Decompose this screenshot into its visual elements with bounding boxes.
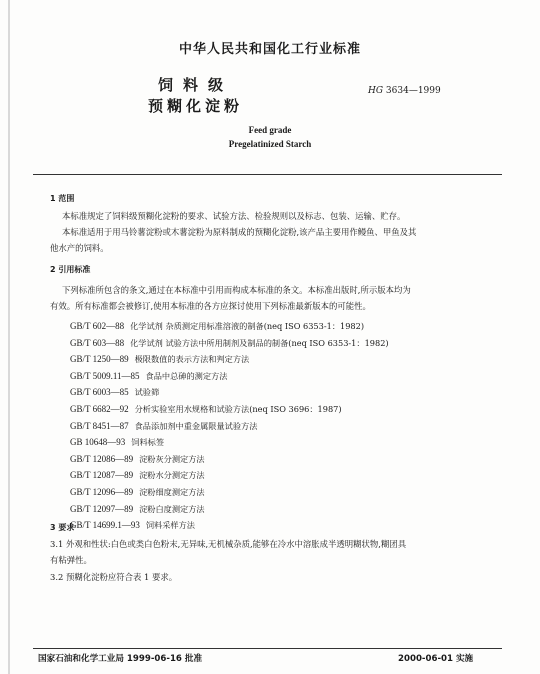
list-item: GB/T 14699.1—93 饲料采样方法	[70, 520, 195, 531]
section-2-paragraph-line-1: 下列标准所包含的条文,通过在本标准中引用而构成本标准的条文。本标准出版时,所示版本均为	[62, 285, 411, 295]
standard-code: 3634—1999	[385, 86, 441, 96]
section-3-item-1-line-1: 3.1 外观和性状:白色或类白色粉末,无异味,无机械杂质,能够在冷水中溶胀成半透明糊状物,糊团具	[50, 539, 407, 549]
title-chinese-line2: 预糊化淀粉	[148, 97, 244, 115]
list-item: GB 10648—93 饲料标签	[70, 437, 165, 448]
section-1-paragraph-1: 本标准规定了饲料级预糊化淀粉的要求、试验方法、检验规则以及标志、包装、运输、贮存。	[62, 211, 406, 221]
section-3-item-2: 3.2 预糊化淀粉应符合表 1 要求。	[50, 572, 178, 582]
section-1-paragraph-2-line-1: 本标准适用于用马铃薯淀粉或木薯淀粉为原料制成的预糊化淀粉,该产品主要用作鳗鱼、甲鱼及其	[62, 227, 417, 237]
section-2-heading: 2 引用标准	[50, 265, 91, 274]
list-item: GB/T 6003—85 试验筛	[70, 387, 160, 398]
section-3-heading: 3 要求	[50, 523, 75, 532]
section-1-paragraph-2-line-2: 他水产的饲料。	[50, 243, 109, 253]
list-item: GB/T 12087—89 淀粉水分测定方法	[70, 470, 205, 481]
footer-divider	[33, 648, 502, 649]
section-1-heading: 1 范围	[50, 194, 75, 203]
list-item: GB/T 12086—89 淀粉灰分测定方法	[70, 453, 205, 464]
implementation-date: 2000-06-01 实施	[398, 654, 474, 664]
list-item: GB/T 8451—87 食品添加剂中重金属限量试验方法	[70, 420, 258, 431]
approval-info: 国家石油和化学工业局 1999-06-16 批准	[38, 654, 203, 664]
standard-number	[368, 86, 441, 96]
standard-organization: 中华人民共和国化工行业标准	[178, 42, 361, 57]
reference-list	[70, 318, 389, 534]
list-item: GB/T 5009.11—85 食品中总砷的测定方法	[70, 370, 228, 381]
section-3-item-1-line-2: 有粘弹性。	[50, 555, 92, 565]
list-item: GB/T 1250—89 极限数值的表示方法和判定方法	[70, 354, 250, 365]
title-english-line2: Pregelatinized Starch	[228, 139, 312, 149]
list-item: GB/T 6682—92 分析实验室用水规格和试验方法(neq ISO 3696：1987)	[70, 403, 342, 414]
section-2-paragraph-line-2: 有效。所有标准都会被修订,使用本标准的各方应探讨使用下列标准最新版本的可能性。	[50, 301, 371, 311]
list-item: GB/T 603—88 化学试剂 试验方法中所用制剂及制品的制备(neq ISO 6353-1：1982)	[70, 337, 389, 348]
header-divider	[33, 174, 502, 175]
page-edge	[8, 0, 10, 674]
list-item: GB/T 12096—89 淀粉细度测定方法	[70, 486, 205, 497]
title-chinese-line1: 饲料级	[158, 76, 234, 94]
title-english-line1: Feed grade	[248, 125, 292, 135]
list-item: GB/T 602—88 化学试剂 杂质测定用标准溶液的制备(neq ISO 6353-1：1982)	[70, 321, 365, 331]
standard-prefix: HG	[368, 86, 384, 96]
list-item: GB/T 12097—89 淀粉白度测定方法	[70, 503, 205, 514]
